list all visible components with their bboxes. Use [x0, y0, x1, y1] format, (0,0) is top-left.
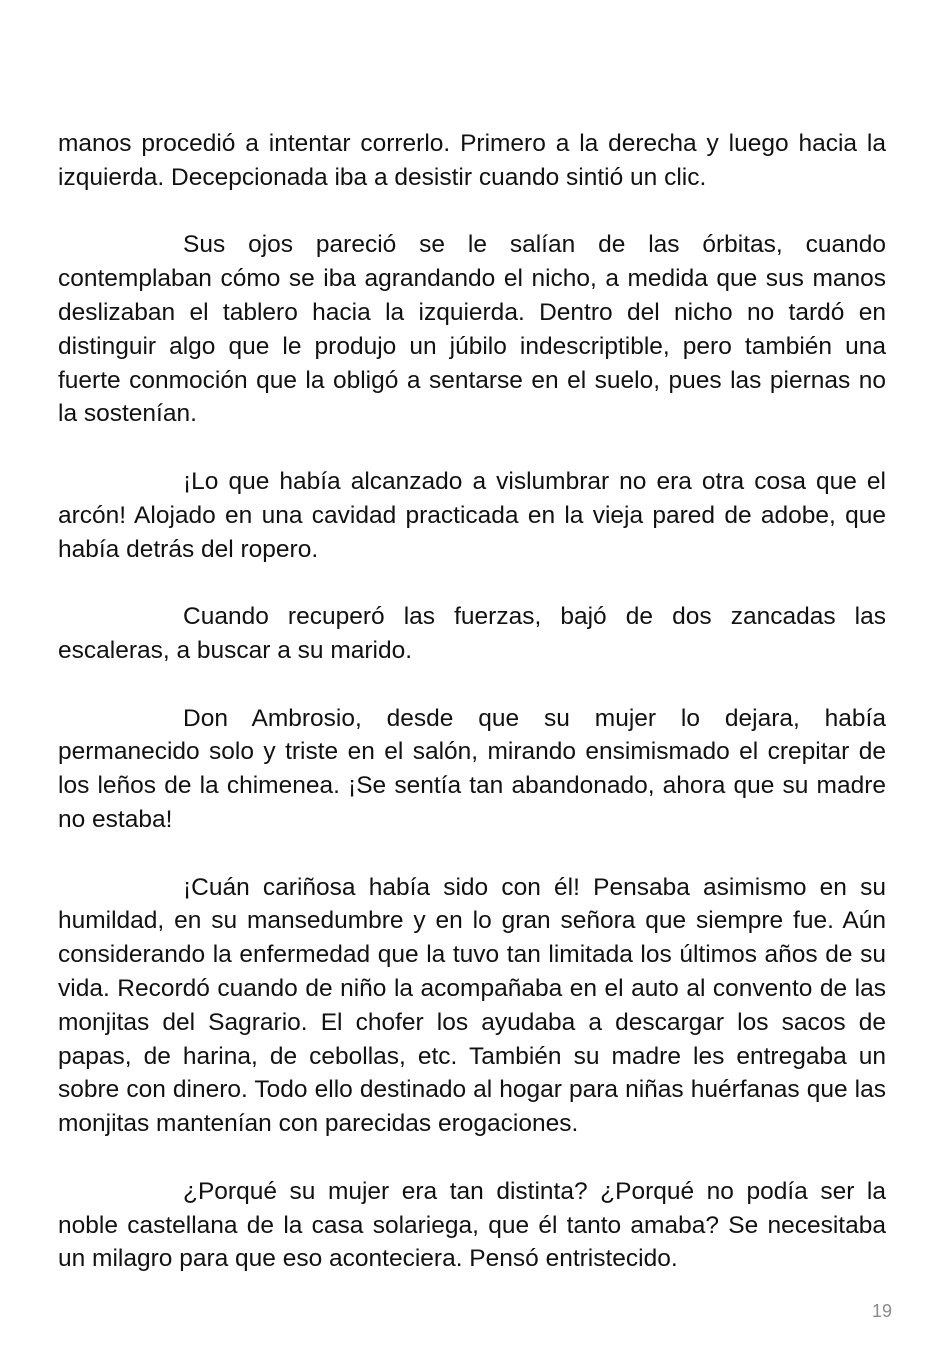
- paragraph-5: Don Ambrosio, desde que su mujer lo dejara, había permanecido solo y triste en el salón, mirando ensimismado el crepitar de los leños de la chimenea. ¡Se sentía tan abandonado, ahora que su madre no estaba!: [58, 704, 886, 833]
- paragraph-4: Cuando recuperó las fuerzas, bajó de dos zancadas las escaleras, a buscar a su marido.: [58, 603, 886, 664]
- page-number: 19: [871, 1301, 892, 1321]
- paragraph-6: ¡Cuán cariñosa había sido con él! Pensaba asimismo en su humildad, en su mansedumbre y en lo gran señora que siempre fue. Aún considerando la enfermedad que la tuvo tan limitada los últimos años de su vida. Recordó cuando de niño la acompañaba en el auto al convento de las monjitas del Sagrario. El chofer los ayudaba a descargar los sacos de papas, de harina, de cebollas, etc. También su madre les entregaba un sobre con dinero. Todo ello destinado al hogar para niñas huérfanas que las monjitas mantenían con parecidas erogaciones.: [58, 873, 886, 1138]
- paragraph-1: manos procedió a intentar correrlo. Primero a la derecha y luego hacia la izquierda. Decepcionada iba a desistir cuando sintió un clic.: [58, 130, 886, 191]
- paragraph-3: ¡Lo que había alcanzado a vislumbrar no era otra cosa que el arcón! Alojado en una cavidad practicada en la vieja pared de adobe, que había detrás del ropero.: [58, 467, 886, 563]
- paragraph-2: Sus ojos pareció se le salían de las órbitas, cuando contemplaban cómo se iba agrandando el nicho, a medida que sus manos deslizaban el tablero hacia la izquierda. Dentro del nicho no tardó en distinguir algo que le produjo un júbilo indescriptible, pero también una fuerte conmoción que la obligó a sentarse en el suelo, pues las piernas no la sostenían.: [58, 231, 886, 428]
- paragraph-7: ¿Porqué su mujer era tan distinta? ¿Porqué no podía ser la noble castellana de la casa solariega, que él tanto amaba? Se necesitaba un milagro para que eso aconteciera. Pensó entristecido.: [58, 1177, 886, 1273]
- body-text: [58, 127, 886, 1310]
